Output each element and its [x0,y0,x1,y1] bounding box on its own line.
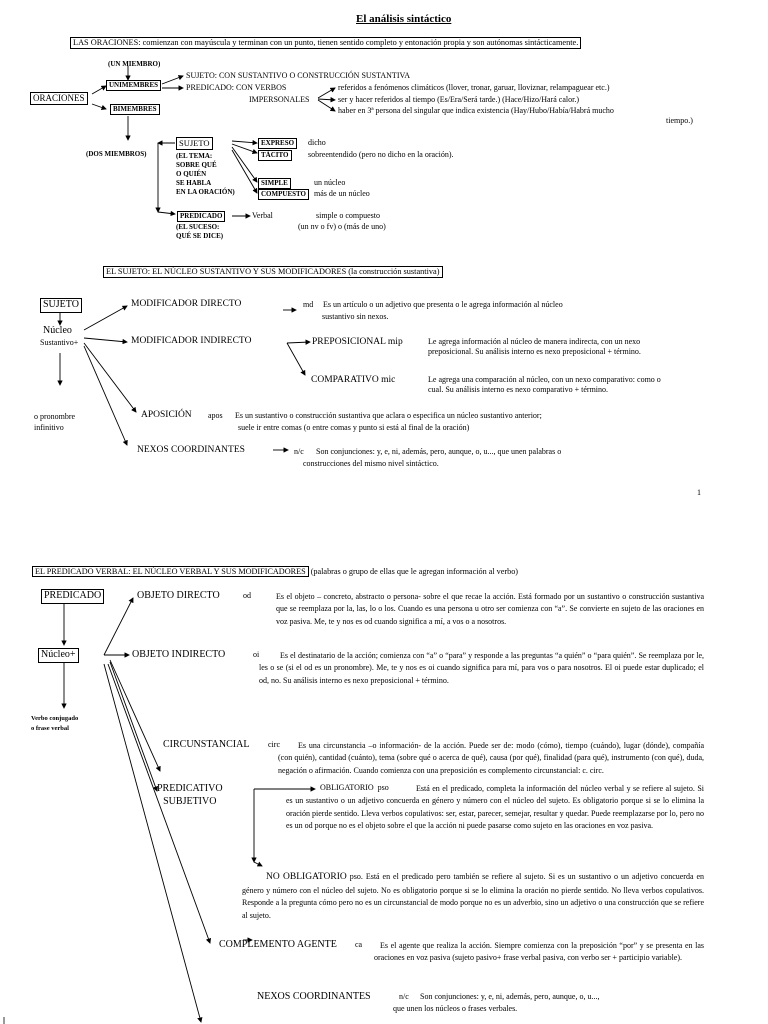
obligatorio-label: OBLIGATORIO pso [320,783,389,792]
oi-abbr: oi [253,650,260,659]
aposicion-label: APOSICIÓN [141,410,192,420]
complemento-agente-label: COMPLEMENTO AGENTE [219,939,337,950]
md-label: MODIFICADOR DIRECTO [131,299,242,309]
predicado-section-title: EL PREDICADO VERBAL: EL NÚCLEO VERBAL Y SUS MODIFICADORES (palabras o grupo de ellas que le agregan información al verbo) [32,567,518,577]
prep-label: PREPOSICIONAL mip [312,337,403,347]
predicado-con-text: PREDICADO: CON VERBOS [186,83,287,92]
predicado-root-box: PREDICADO [41,589,104,604]
sujeto-box: SUJETO [176,137,213,150]
no-obligatorio-label: NO OBLIGATORIO [266,872,347,882]
nexos-verbales-desc: Son conjunciones: y, e, ni, además, pero, aunque, o, u..., [420,992,600,1001]
nexos-verbales-abbr: n/c [399,992,409,1001]
verbal-desc-2: (un nv o fv) o (más de uno) [298,222,386,231]
verbal-desc: simple o compuesto [316,211,380,220]
el-tema-note: (EL TEMA: SOBRE QUÉ O QUIÉN SE HABLA EN LA ORACIÓN) [176,152,235,197]
circ-desc: Es una circunstancia –o información- de la acción. Puede ser de: modo (cómo), tiempo (cuándo), lugar (dónde), compañía (con quién), cantidad (cuánto), tema (sobre qué o acerca de qué), causa (por qué), finalidad (para qué), instrumento (con qué), duda, negación o afirmación. Cuando comienza con una preposición es complemento circunstancial: c. circ. [278,741,704,775]
un-miembro-label: (UN MIEMBRO) [108,60,161,68]
dos-miembros-label: (DOS MIEMBROS) [86,150,147,158]
unimembres-box: UNIMEMBRES [106,80,161,91]
impersonal-item-1: referidos a fenómenos climáticos (llover, tronar, garuar, lloviznar, relampaguear etc.) [338,83,610,92]
compuesto-desc: más de un núcleo [314,189,370,198]
expreso-desc: dicho [308,138,326,147]
page-number: 1 [697,488,701,497]
predicativo-label: PREDICATIVO SUBJETIVO [157,783,223,807]
od-label: OBJETO DIRECTO [137,590,220,601]
impersonal-item-3-end: tiempo.) [666,116,693,125]
bimembres-box: BIMEMBRES [110,104,160,115]
od-abbr: od [243,591,251,600]
mi-label: MODIFICADOR INDIRECTO [131,336,252,346]
oraciones-box: ORACIONES [30,92,88,105]
nexos-abbr: n/c [294,447,304,456]
sustantivo-label: Sustantivo+ [40,338,79,347]
md-desc-2: sustantivo sin nexos. [322,312,389,321]
aposicion-abbr: apos [208,411,223,420]
oi-desc: Es el destinatario de la acción; comienza con “a” o “para” y responde a las preguntas “a quién” o “para quién”. Se reemplaza por le, les o se (si el od es un pronombre). Me, te y nos es oi cuando significa para mí, para vos o para nosotros. El oi puede estar duplicado; el od, no. Su análisis interno es nexo preposicional + término. [259,651,704,685]
prep-desc: Le agrega información al núcleo de manera indirecta, con un nexo preposicional. Su análisis interno es nexo preposicional + término. [428,337,641,356]
simple-desc: un núcleo [314,178,346,187]
sujeto-section-title: EL SUJETO: EL NÚCLEO SUSTANTIVO Y SUS MODIFICADORES (la construcción sustantiva) [103,266,443,278]
aposicion-desc-2: suele ir entre comas (o entre comas y punto si está al final de la oración) [238,423,470,432]
comp-label: COMPARATIVO mic [311,375,396,385]
nexos-verbales-desc-2: que unen los núcleos o frases verbales. [393,1004,518,1013]
od-desc: Es el objeto – concreto, abstracto o persona- sobre el que recae la acción. Está formado por un sustantivo o construcción sustantiva que se reemplaza por la, las, lo o los. Cuando es una persona u otro ser comienza con “a”. Se convierte en sujeto de las oraciones en voz pasiva. Me, te y nos es od cuando significa a mí, a vos o a nosotros. [276,592,704,626]
nexos-desc-2: construcciones del mismo nivel sintáctico. [303,459,439,468]
no-obligatorio-desc: Está en el predicado pero también se refiere al sujeto. Si es un sustantivo o un adjetivo concuerda en género y número con el núcleo del sujeto. No es obligatorio porque si se lo elimina la oración no pierde sentido. No lleva verbos copulativos. Responde a la pregunta cómo pero no es un circunstancial de modo porque no es un adverbio, sino un adjetivo o una construcción que se refiere al sujeto. [242,872,705,920]
sujeto-con-text: SUJETO: CON SUSTANTIVO O CONSTRUCCIÓN SUSTANTIVA [186,71,410,80]
circ-abbr: circ [268,740,280,749]
md-desc: Es un artículo o un adjetivo que presenta o le agrega información al núcleo [323,300,563,309]
obligatorio-desc: Está en el predicado, completa la información del núcleo verbal y se refiere al sujeto. Si es un sustantivo o un adjetivo concuerda en género y número con el núcleo del sujeto. Es obligatorio porque si se lo elimina la oración pierde sentido. Lleva verbos copulativos: ser, estar, parecer, semejar, resultar y quedar. Puede reemplazarse por lo, pero no es un od porque no es el objeto sobre el que la acción ni puede pasarse como sujeto en las oraciones en voz pasiva. [286,784,704,831]
no-obligatorio-abbr: pso. [349,872,363,881]
complemento-agente-desc: Es el agente que realiza la acción. Siempre comienza con la preposición “por” y se presenta en las oraciones en voz pasiva (sujeto pasivo+ frase verbal pasiva, con verbo ser + participio variable). [374,941,704,963]
impersonal-item-3: haber en 3ª persona del singular que indica existencia (Hay/Hubo/Había/Habrá mucho [338,106,614,115]
oi-label: OBJETO INDIRECTO [132,649,226,660]
pronombre-label: o pronombre [34,412,76,421]
no-obligatorio-block [242,870,704,922]
sujeto-root-box: SUJETO [40,298,82,313]
aposicion-desc: Es un sustantivo o construcción sustantiva que aclara o especifica un núcleo sustantivo anterior; [235,411,542,420]
simple-box: SIMPLE [258,178,291,189]
oraciones-intro: LAS ORACIONES: comienzan con mayúscula y terminan con un punto, tienen sentido completo y entonación propia y son autónomas sintácticamente. [70,37,581,49]
verbal-label: Verbal [252,211,273,220]
md-abbr: md [303,300,314,309]
expreso-box: EXPRESO [258,138,297,149]
tacito-desc: sobreentendido (pero no dicho en la oración). [308,150,454,159]
nucleo-label: Núcleo [43,325,72,336]
impersonal-item-2: ser y hacer referidos al tiempo (Es/Era/Será tarde.) (Hace/Hizo/Hará calor.) [338,95,579,104]
infinitivo-label: infinitivo [34,423,64,432]
circ-label: CIRCUNSTANCIAL [163,739,250,750]
comp-desc: Le agrega una comparación al núcleo, con un nexo comparativo: como o cual. Su análisis interno es nexo comparativo + término. [428,375,661,394]
impersonales-label: IMPERSONALES [249,95,310,104]
complemento-agente-abbr: ca [355,940,363,949]
nexos-label: NEXOS COORDINANTES [137,445,245,455]
compuesto-box: COMPUESTO [258,189,309,200]
verbo-conjugado-note: Verbo conjugado o frase verbal [31,715,79,732]
el-suceso-note: (EL SUCESO: QUÉ SE DICE) [176,223,224,241]
nexos-verbales-label: NEXOS COORDINANTES [257,991,371,1002]
nexos-desc: Son conjunciones: y, e, ni, además, pero, aunque, o, u..., que unen palabras o [316,447,562,456]
nucleo-box: Núcleo+ [38,648,79,663]
tacito-box: TÁCITO [258,150,292,161]
page-title: El análisis sintáctico [356,13,452,25]
predicado-box: PREDICADO [177,211,225,222]
